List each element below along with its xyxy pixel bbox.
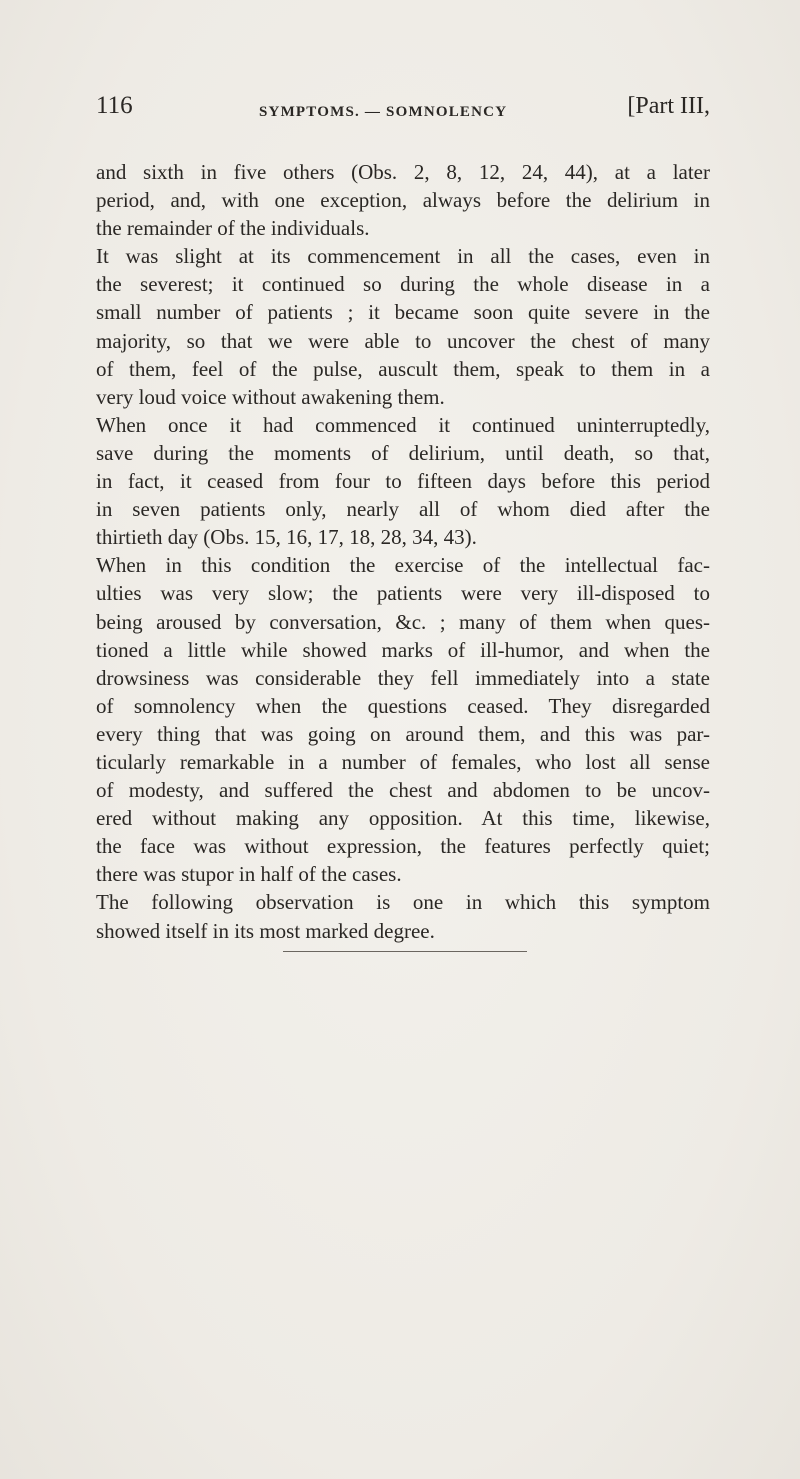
page-number: 116 xyxy=(96,92,133,119)
text-line: save during the moments of delirium, until death, so that, xyxy=(96,440,710,465)
text-line: the face was without expression, the features perfectly quiet; xyxy=(96,834,710,859)
text-line: in seven patients only, nearly all of whom died after the xyxy=(96,497,710,522)
text-line: The following observation is one in which this symptom xyxy=(96,890,710,915)
text-line: thirtieth day (Obs. 15, 16, 17, 18, 28, 34, 43). xyxy=(96,525,477,550)
text-line: small number of patients ; it became soon quite severe in the xyxy=(96,300,710,325)
body-text xyxy=(96,158,710,945)
text-line: ulties was very slow; the patients were very ill-disposed to xyxy=(96,581,710,606)
text-line: and sixth in five others (Obs. 2, 8, 12, 24, 44), at a later xyxy=(96,160,710,184)
text-line: ered without making any opposition. At this time, likewise, xyxy=(96,806,710,831)
text-line: It was slight at its commencement in all the cases, even in xyxy=(96,244,710,269)
running-head xyxy=(96,86,710,126)
text-line: in fact, it ceased from four to fifteen days before this period xyxy=(96,469,710,494)
paragraph xyxy=(96,888,710,944)
text-line: the severest; it continued so during the whole disease in a xyxy=(96,272,710,297)
text-line: of somnolency when the questions ceased. They disregarded xyxy=(96,693,710,718)
text-line: very loud voice without awakening them. xyxy=(96,384,445,409)
part-label: [Part III, xyxy=(627,93,710,119)
text-line: being aroused by conversation, &c. ; many of them when ques- xyxy=(96,609,710,634)
section-rule xyxy=(283,951,527,952)
paragraph xyxy=(96,158,710,242)
paragraph xyxy=(96,551,710,888)
text-line: majority, so that we were able to uncover the chest of many xyxy=(96,328,710,353)
paragraph xyxy=(96,242,710,411)
text-line: the remainder of the individuals. xyxy=(96,216,370,241)
text-line: drowsiness was considerable they fell immediately into a state xyxy=(96,665,710,690)
running-title: SYMPTOMS. — SOMNOLENCY xyxy=(259,104,508,120)
text-line: period, and, with one exception, always before the delirium in xyxy=(96,188,710,213)
text-line: When once it had commenced it continued uninterruptedly, xyxy=(96,412,710,437)
text-line: there was stupor in half of the cases. xyxy=(96,862,402,887)
text-line: of them, feel of the pulse, auscult them, speak to them in a xyxy=(96,356,710,381)
text-line: tioned a little while showed marks of ill-humor, and when the xyxy=(96,637,710,662)
text-line: every thing that was going on around them, and this was par- xyxy=(96,721,710,746)
paragraph xyxy=(96,411,710,551)
text-line: of modesty, and suffered the chest and abdomen to be uncov- xyxy=(96,778,710,803)
text-line: ticularly remarkable in a number of females, who lost all sense xyxy=(96,749,710,774)
text-line: When in this condition the exercise of the intellectual fac- xyxy=(96,553,710,578)
text-line: showed itself in its most marked degree. xyxy=(96,918,435,943)
